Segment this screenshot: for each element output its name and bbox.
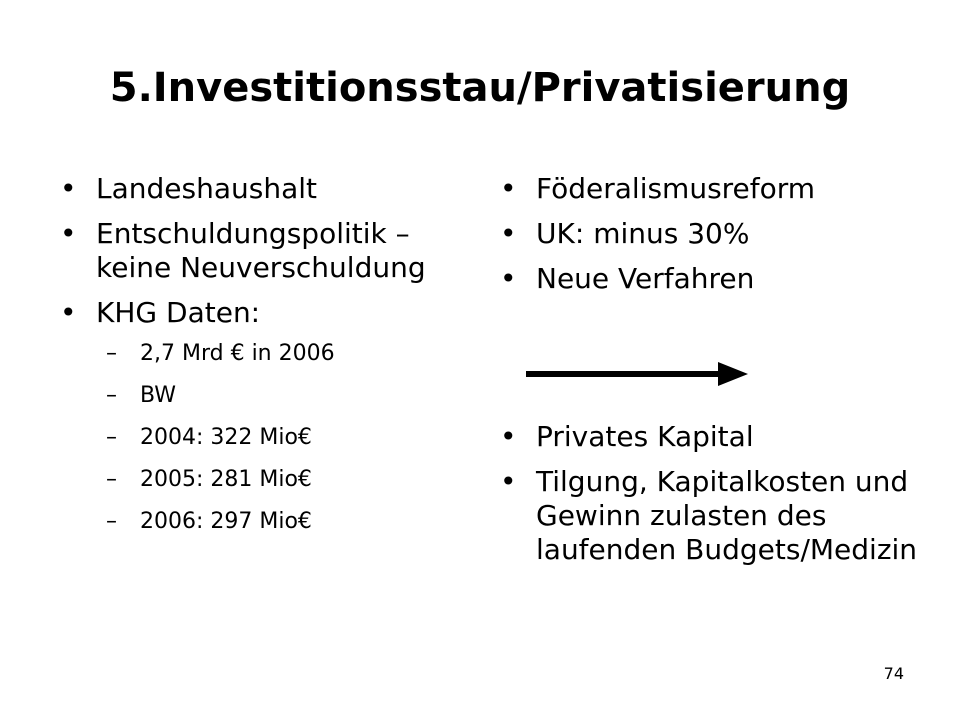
arrow-head <box>718 362 748 386</box>
list-item-text: Privates Kapital <box>536 420 754 453</box>
sub-list-item <box>106 340 480 368</box>
list-item <box>500 420 920 454</box>
sub-list-item <box>106 466 480 494</box>
sub-list-item-text: 2005: 281 Mio€ <box>140 467 312 492</box>
right-top-bullet-list <box>500 172 920 307</box>
list-item <box>500 172 920 206</box>
list-item <box>500 217 920 251</box>
bullet-icon: • <box>500 465 517 498</box>
sub-list-item-text: 2004: 322 Mio€ <box>140 425 312 450</box>
bullet-icon: • <box>60 296 77 329</box>
sub-list <box>96 340 480 536</box>
bullet-icon: • <box>60 172 77 205</box>
dash-icon: – <box>106 509 117 534</box>
bullet-icon: • <box>500 420 517 453</box>
sub-list-item-text: BW <box>140 383 177 408</box>
dash-icon: – <box>106 425 117 450</box>
bullet-icon: • <box>500 172 517 205</box>
list-item-text: Landeshaushalt <box>96 172 317 205</box>
dash-icon: – <box>106 467 117 492</box>
page-number: 74 <box>883 664 904 683</box>
sub-list-item <box>106 382 480 410</box>
list-item-text: Neue Verfahren <box>536 262 755 295</box>
bullet-icon: • <box>500 217 517 250</box>
slide-title: 5.Investitionsstau/Privatisierung <box>109 65 851 111</box>
list-item-text: Entschuldungspolitik – keine Neuverschuldung <box>96 217 426 284</box>
right-bottom-bullet-list <box>500 420 920 578</box>
bullet-icon: • <box>60 217 77 250</box>
left-bullet-list <box>60 172 480 550</box>
list-item-text: UK: minus 30% <box>536 217 750 250</box>
list-item-text: Föderalismusreform <box>536 172 816 205</box>
sub-list-item-text: 2006: 297 Mio€ <box>140 509 312 534</box>
list-item <box>500 465 920 567</box>
arrow-shaft <box>526 371 722 377</box>
list-item <box>60 217 480 285</box>
sub-list-item <box>106 424 480 452</box>
sub-list-item-text: 2,7 Mrd € in 2006 <box>140 341 335 366</box>
list-item <box>500 262 920 296</box>
dash-icon: – <box>106 383 117 408</box>
sub-list-item <box>106 508 480 536</box>
list-item <box>60 172 480 206</box>
dash-icon: – <box>106 341 117 366</box>
list-item-text: KHG Daten: <box>96 296 261 329</box>
right-arrow-icon <box>522 360 752 388</box>
list-item <box>60 296 480 536</box>
list-item-text: Tilgung, Kapitalkosten und Gewinn zulasten des laufenden Budgets/Medizin <box>536 465 918 566</box>
bullet-icon: • <box>500 262 517 295</box>
